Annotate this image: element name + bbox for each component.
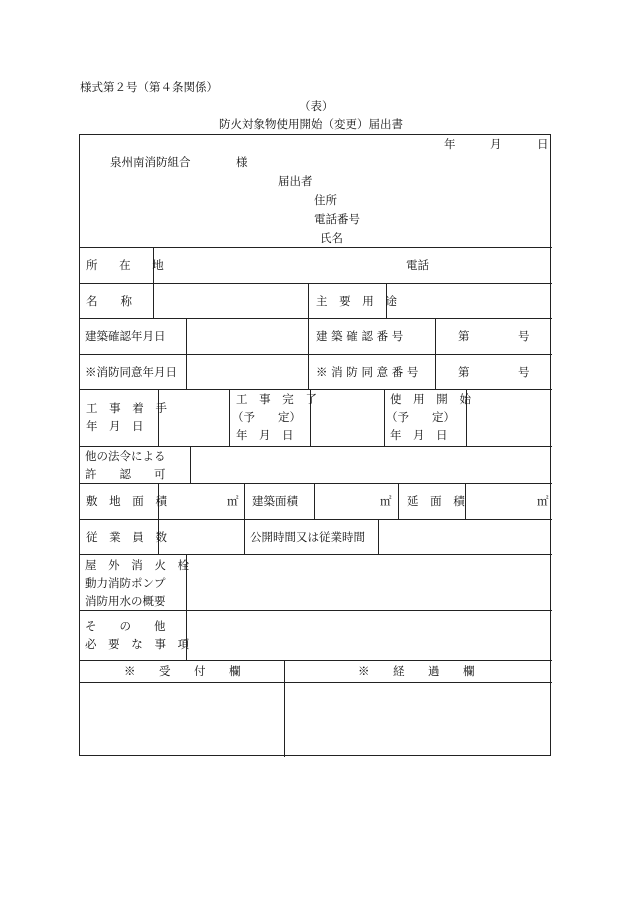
- other-label-1: そ の 他: [85, 619, 166, 633]
- work-start-label-1: 工 事 着 手: [86, 401, 171, 415]
- applicant-label: 届出者: [278, 174, 313, 188]
- location-field[interactable]: [154, 248, 551, 282]
- bldg-confirm-no-dai: 第: [458, 329, 470, 343]
- hours-field[interactable]: [379, 520, 551, 553]
- floor-area-unit: ㎡: [537, 494, 549, 508]
- reception-header: ※ 受 付 欄: [124, 664, 247, 678]
- bldg-confirm-date-label: 建築確認年月日: [85, 329, 166, 343]
- reception-area: [80, 683, 283, 756]
- work-done-field[interactable]: [311, 390, 383, 445]
- fire-consent-no-dai: 第: [458, 365, 470, 379]
- work-start-label-2: 年 月 日: [86, 419, 144, 433]
- name-field[interactable]: [154, 284, 307, 317]
- fire-consent-date-field[interactable]: [187, 355, 307, 388]
- other-law-field[interactable]: [191, 447, 551, 482]
- use-start-label-1: 使 用 開 始: [390, 392, 475, 406]
- work-done-label-3: 年 月 日: [236, 428, 294, 442]
- addressee: 泉州南消防組合: [110, 155, 191, 169]
- form-number: 様式第２号（第４条関係）: [80, 80, 218, 94]
- other-label-2: 必 要 な 事 項: [85, 637, 194, 651]
- work-start-field[interactable]: [159, 390, 228, 445]
- address-label: 住所: [314, 193, 337, 207]
- main-use-field[interactable]: [387, 284, 551, 317]
- floor-area-label: 延 面 積: [407, 494, 469, 508]
- site-area-unit: ㎡: [227, 494, 239, 508]
- main-use-label: 主 要 用 途: [316, 294, 401, 308]
- employees-field[interactable]: [159, 520, 243, 553]
- hydrant-label-2: 動力消防ポンプ: [85, 576, 166, 590]
- form-title: 防火対象物使用開始（変更）届出書: [219, 117, 403, 131]
- hydrant-field[interactable]: [187, 555, 551, 609]
- bldg-area-label: 建築面積: [252, 494, 298, 508]
- work-done-label-1: 工 事 完 了: [236, 392, 321, 406]
- bldg-confirm-no-go: 号: [518, 329, 530, 343]
- work-done-label-2: （予 定）: [232, 410, 301, 424]
- employees-label: 従 業 員 数: [86, 530, 171, 544]
- other-law-label-1: 他の法令による: [85, 449, 166, 463]
- hydrant-label-3: 消防用水の概要: [85, 594, 166, 608]
- fire-consent-no-go: 号: [518, 365, 530, 379]
- use-start-field[interactable]: [467, 390, 551, 445]
- form-side-label: （表）: [299, 99, 334, 113]
- applicant-name-label: 氏名: [320, 231, 343, 245]
- date-year: 年: [444, 137, 456, 151]
- other-law-label-2: 許 認 可: [85, 467, 166, 481]
- location-phone-label: 電話: [406, 258, 429, 272]
- bldg-confirm-no-label: 建 築 確 認 番 号: [316, 329, 404, 343]
- location-label: 所 在 地: [86, 258, 173, 272]
- site-area-label: 敷 地 面 積: [86, 494, 171, 508]
- hydrant-label-1: 屋 外 消 火 栓: [85, 558, 194, 572]
- bldg-confirm-date-field[interactable]: [187, 319, 307, 353]
- phone-label: 電話番号: [314, 212, 360, 226]
- hours-label: 公開時間又は従業時間: [250, 530, 365, 544]
- honorific: 様: [236, 155, 248, 169]
- fire-consent-no-label: ※ 消 防 同 意 番 号: [316, 365, 419, 379]
- other-matters-field[interactable]: [187, 611, 551, 659]
- fire-consent-date-label: ※消防同意年月日: [85, 365, 177, 379]
- use-start-label-3: 年 月 日: [390, 428, 448, 442]
- bldg-area-unit: ㎡: [380, 494, 392, 508]
- form-table: [79, 134, 551, 756]
- progress-header: ※ 経 過 欄: [358, 664, 481, 678]
- name-label: 名 称: [86, 294, 132, 308]
- use-start-label-2: （予 定）: [386, 410, 455, 424]
- date-month: 月: [490, 137, 502, 151]
- date-day: 日: [537, 137, 549, 151]
- progress-area: [285, 683, 551, 756]
